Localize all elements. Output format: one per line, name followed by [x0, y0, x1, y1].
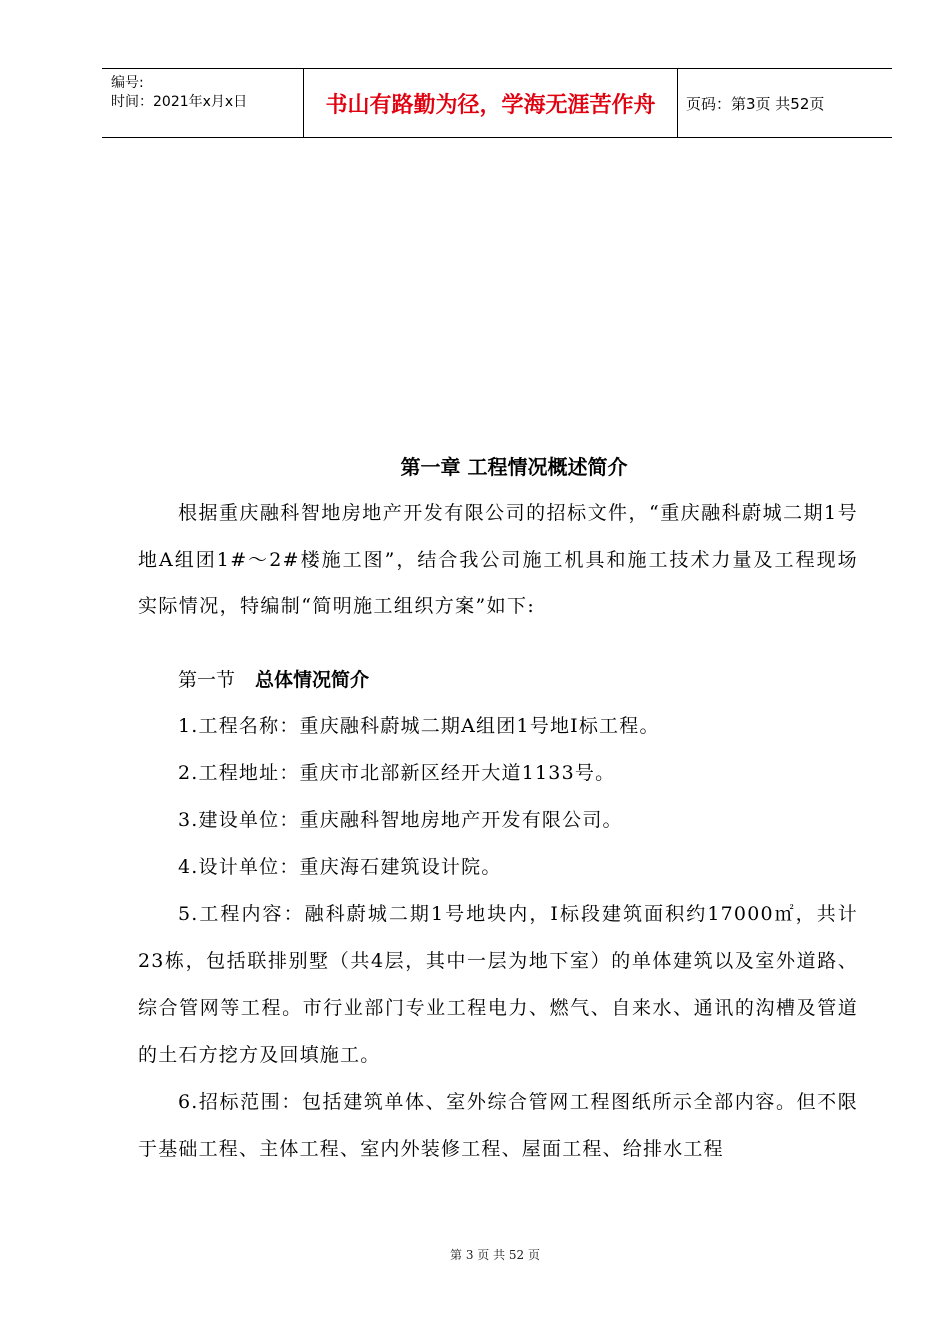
list-item: 3.建设单位：重庆融科智地房地产开发有限公司。 [178, 808, 623, 831]
section-heading [138, 657, 858, 703]
section-number: 第一节 [178, 668, 236, 691]
page-header [102, 68, 892, 138]
header-motto: 书山有路勤为径，学海无涯苦作舟 [304, 69, 678, 137]
section-title: 总体情况简介 [255, 668, 370, 691]
list-item: 5.工程内容：融科蔚城二期1号地块内，Ⅰ标段建筑面积约17000㎡，共计23栋，包括联排别墅（共4层，其中一层为地下室）的单体建筑以及室外道路、综合管网等工程。市行业部门专业工程电力、燃气、自来水、通讯的沟槽及管道的土石方挖方及回填施工。 [138, 902, 858, 1066]
list-item: 6.招标范围：包括建筑单体、室外综合管网工程图纸所示全部内容。但不限于基础工程、主体工程、室内外装修工程、屋面工程、给排水工程 [138, 1090, 858, 1160]
time-label: 时间：2021年x月x日 [111, 94, 248, 110]
header-meta [102, 69, 304, 137]
document-body [138, 444, 858, 1173]
header-page-number: 页码：第3页 共52页 [686, 94, 825, 113]
number-label: 编号: [111, 75, 144, 91]
list-item: 1.工程名称：重庆融科蔚城二期A组团1号地Ⅰ标工程。 [178, 714, 660, 737]
page-footer: 第 3 页 共 52 页 [450, 1248, 540, 1262]
list-item: 4.设计单位：重庆海石建筑设计院。 [178, 855, 502, 878]
chapter-title: 第一章 工程情况概述简介 [400, 455, 628, 479]
intro-paragraph: 根据重庆融科智地房地产开发有限公司的招标文件，“重庆融科蔚城二期1号地A组团1#～2#楼施工图”，结合我公司施工机具和施工技术力量及工程现场实际情况，特编制“简明施工组织方案”如下: [138, 502, 858, 617]
list-item: 2.工程地址：重庆市北部新区经开大道1133号。 [178, 761, 616, 784]
